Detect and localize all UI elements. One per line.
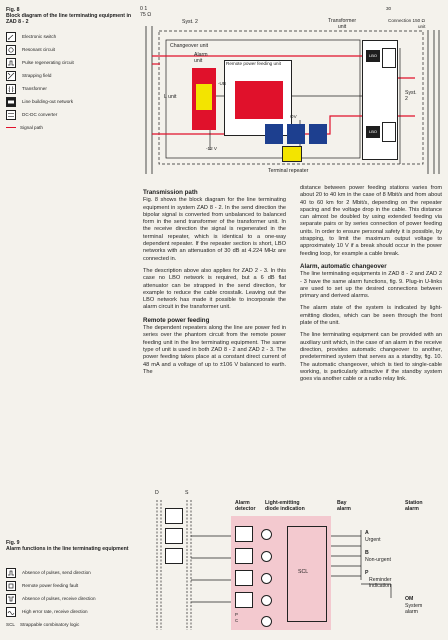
- legend-item: [6, 579, 141, 592]
- transformer-coil: [382, 122, 396, 142]
- alarm-input-box: [165, 528, 183, 544]
- transformer-coil: [382, 48, 396, 68]
- repeater-block: [265, 124, 283, 144]
- fig8-number: Fig. 8: [6, 7, 20, 13]
- fig9-legend: [6, 566, 141, 631]
- detector-box: [235, 570, 253, 586]
- absence-pulses-send-icon: [6, 568, 16, 578]
- heading-transmission: Transmission path: [143, 189, 198, 196]
- detector-box: [235, 548, 253, 564]
- repeater-block: [287, 124, 305, 144]
- legend-item: [6, 82, 141, 95]
- output-p-code: P: [365, 570, 369, 576]
- legend-item: [6, 121, 141, 134]
- scl-box: [287, 526, 327, 622]
- detector-box: [235, 526, 253, 542]
- alarm-panel: [231, 516, 331, 630]
- legend-label: Remote power feeding fault: [22, 583, 79, 588]
- paragraph: distance between power feeding stations varies from about 20 to 40 km in the case of 8 Mbit/s and from about 40 to 60 km for 2 Mbit/s, depending on the repeater spacing and the voltage drop in the cable. This distance can almost be doubled by using extended feeding via separate pairs or by series connection of power feeding units. In order to ensure personal safety it is possible, by strapping, to limit the maximum output voltage to approximately 10 V if a break should occur in the power feeding loop, for example a cable break.: [300, 185, 442, 257]
- output-p-text: Reminder indication: [369, 577, 392, 589]
- syst2-top-label: Syst. 2: [182, 19, 198, 25]
- om-text: System alarm: [405, 603, 423, 615]
- legend-item: [6, 592, 141, 605]
- legend-label: Line building-out network: [22, 99, 74, 104]
- resonant-circuit-icon: [6, 45, 16, 55]
- alarm-unit-box: [192, 68, 216, 130]
- transformer-unit-label: Transformer unit: [328, 18, 357, 30]
- impedance-label: 0 1 75 Ω: [140, 6, 152, 18]
- transformer-icon: [6, 84, 16, 94]
- heading-alarm: Alarm, automatic changeover: [300, 262, 387, 270]
- alarm-detector-header: Alarm detector: [235, 500, 256, 512]
- terminal-repeater-label: Terminal repeater: [268, 168, 309, 174]
- paragraph: The alarm state of the system is indicated by light-emitting diodes, which can be seen through the front plate of the unit.: [300, 305, 442, 327]
- ov-label: OV: [290, 114, 297, 119]
- output-a-text: Urgent: [365, 537, 381, 543]
- legend-label: Absence of pulses, send direction: [22, 570, 91, 575]
- legend-item: [6, 43, 141, 56]
- paragraph: The line terminating equipments in ZAD 8 - 2 and ZAD 2 - 3 have the same alarm functions, fig. 9. Plug-in U-links are used to set up the desired connections between primary and derived alarms.: [300, 271, 442, 300]
- led-indicator: [261, 595, 272, 606]
- lbo-block: LBO: [366, 126, 380, 138]
- legend-item: [6, 605, 141, 618]
- lbo-block: LBO: [366, 50, 380, 62]
- code-30-label: 30: [386, 6, 392, 11]
- fig8-diagram: [140, 4, 442, 184]
- text-column-right: [300, 185, 442, 388]
- led-indicator: [261, 573, 272, 584]
- om-code: OM: [405, 596, 414, 602]
- legend-label: Electronic switch: [22, 34, 57, 39]
- fig9-caption: [6, 540, 141, 552]
- legend-label: High error rate, receive direction: [22, 609, 88, 614]
- detector-box: [235, 592, 253, 608]
- remote-power-red-block: [235, 81, 283, 119]
- legend-label: Strappable combinatory logic: [20, 622, 80, 627]
- led-indicator: [261, 551, 272, 562]
- paragraph: Fig. 8 shows the block diagram for the line terminating equipment in system ZAD 8 - 2. In the send direction the bipolar signal is converted from unbalanced to balanced form in the send transformer of the transformer unit. In the receive direction the signal is regenerated in the terminal repeater, which is identical to a one-way dependent repeater. If the repeater section is short, LBO networks with an attenuation of 30 dB at 4.224 MHz are connected in.: [143, 197, 286, 262]
- lbo-icon: [6, 97, 16, 107]
- fig8-legend: [6, 30, 141, 134]
- remote-power-fault-icon: [6, 581, 16, 591]
- syst2-right-label: Syst. 2: [405, 90, 417, 102]
- l-unit-label: L unit: [164, 94, 177, 100]
- fig9-caption-text: Alarm functions in the line terminating equipment: [6, 546, 129, 552]
- dc-dc-converter-icon: [6, 110, 16, 120]
- text-column-left: [143, 185, 286, 381]
- fig8-caption-text: Block diagram of the line terminating equipment in ZAD 8 - 2: [6, 13, 132, 25]
- electronic-switch-icon: [6, 32, 16, 42]
- legend-item: [6, 108, 141, 121]
- connection-unit-label: unit: [418, 24, 426, 29]
- paragraph: The line terminating equipment can be provided with an auxiliary unit which, in the case of an alarm in the receive direction, provides automatic changeover to another, predetermined system that serves as a standby, fig. 10. The automatic changeover, which is tied to single-cable working, is particularly attractive if the standby system goes via another cable or a radio relay link.: [300, 332, 442, 383]
- legend-item: [6, 566, 141, 579]
- absence-pulses-receive-icon: [6, 594, 16, 604]
- changeover-unit-label: Changeover unit: [170, 43, 209, 49]
- output-b-code: B: [365, 550, 369, 556]
- legend-label: Resonant circuit: [22, 47, 55, 52]
- col-d-label: D: [155, 490, 159, 496]
- led-indicator: [261, 616, 272, 627]
- legend-item: [6, 56, 141, 69]
- legend-label: Transformer: [22, 86, 47, 91]
- legend-item: [6, 618, 141, 631]
- output-a-code: A: [365, 530, 369, 536]
- signal-path-icon: [6, 127, 16, 128]
- pulse-regenerating-icon: [6, 58, 16, 68]
- legend-label: Signal path: [20, 125, 43, 130]
- repeater-block: [309, 124, 327, 144]
- scl-label: SCL: [298, 569, 309, 575]
- minus-ub-label: -UB: [218, 81, 226, 86]
- minus-12v-label: -12 V: [206, 146, 217, 151]
- alarm-input-box: [165, 508, 183, 524]
- led-indicator: [261, 529, 272, 540]
- repeater-switch-block: [282, 146, 302, 162]
- heading-remote: Remote power feeding: [143, 316, 210, 324]
- paragraph: The dependent repeaters along the line are power fed in series over the phantom circuit from the remote power feeding unit in the line terminating equipment. The same type of unit is used in both ZAD 8 - 2 and ZAD 2 - 3. The power feeding takes place at a constant direct current of 48 mA and a voltage of up to ±106 V balanced to earth. The: [143, 325, 286, 375]
- output-b-text: Non-urgent: [365, 557, 391, 563]
- col-s-label: S: [185, 490, 189, 496]
- pc-label: P C: [235, 612, 239, 623]
- fig9-diagram: [143, 480, 443, 638]
- legend-label: Absence of pulses, receive direction: [22, 596, 96, 601]
- legend-label: Strapping field: [22, 73, 52, 78]
- fig9-number: Fig. 9: [6, 540, 20, 546]
- alarm-input-box: [165, 548, 183, 564]
- scl-icon: SCL: [6, 622, 15, 627]
- alarm-unit-label: Alarm unit: [194, 52, 208, 64]
- station-alarm-header: Station alarm: [405, 500, 423, 512]
- fig8-caption: [6, 7, 136, 25]
- alarm-yellow-block: [196, 84, 212, 110]
- legend-label: Pulse regenerating circuit: [22, 60, 74, 65]
- high-error-rate-icon: [6, 607, 16, 617]
- legend-label: DC-DC converter: [22, 112, 58, 117]
- legend-item: [6, 95, 141, 108]
- bay-alarm-header: Bay alarm: [337, 500, 351, 512]
- connection-label: Connection 150 Ω: [388, 18, 425, 23]
- remote-power-label: Remote power feeding unit: [226, 61, 281, 66]
- strapping-field-icon: [6, 71, 16, 81]
- legend-item: [6, 69, 141, 82]
- paragraph: The description above also applies for ZAD 2 - 3. In this case no LBO network is required, but a 6 dB flat attenuator can be strapped in the send direction, for example to reduce the cable crosstalk. Leaving out the LBO network has made it possible to incorporate the alarm circuit in the transformer unit.: [143, 267, 286, 311]
- led-indication-header: Light-emitting diode indication: [265, 500, 305, 512]
- legend-item: [6, 30, 141, 43]
